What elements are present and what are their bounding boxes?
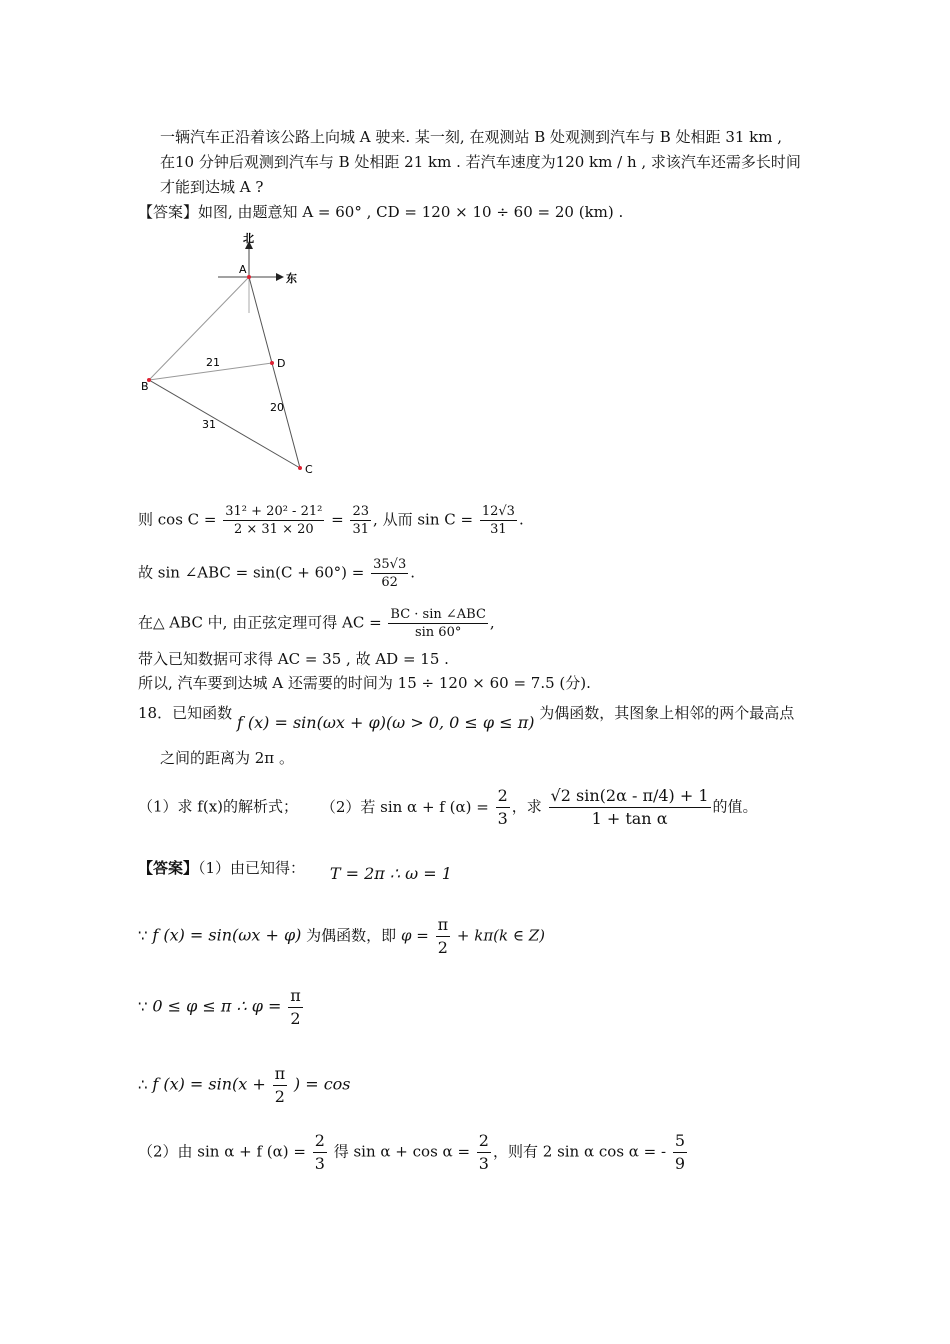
solution18-line1-text: （1）由已知得： xyxy=(198,859,306,877)
part2-mid2: ，则有 2 sin α cos α = - xyxy=(492,1142,667,1161)
fx-result-numerator: π xyxy=(273,1063,288,1086)
phi-value-fraction xyxy=(288,985,303,1030)
sin-denominator: 31 xyxy=(490,522,507,537)
segment-BC xyxy=(149,380,300,468)
law-numerator: BC · sin ∠ABC xyxy=(390,607,486,622)
sinabc-end: . xyxy=(410,563,416,582)
part2-mid: 得 sin α + cos α = xyxy=(333,1142,471,1161)
sinabc-denominator: 62 xyxy=(381,575,398,590)
question-expression-fraction xyxy=(549,785,711,830)
cos-numerator: 31² + 20² - 21² xyxy=(225,504,323,519)
point-A-dot xyxy=(247,275,251,279)
question-fraction xyxy=(496,785,510,830)
phi-range-formula: 0 ≤ φ ≤ π ∴ φ = xyxy=(152,996,282,1016)
sin-numerator: 12√3 xyxy=(481,504,515,519)
length-BD-label: 21 xyxy=(206,356,220,369)
length-BC-label: 31 xyxy=(202,418,216,431)
sinabc-prefix: 故 sin ∠ABC = sin(C + 60°) = xyxy=(138,563,365,582)
problem18-prefix: 18．已知函数 xyxy=(138,704,233,722)
question-part2-mid: ，求 xyxy=(511,797,542,816)
question-expression-denominator: 1 + tan α xyxy=(591,809,668,828)
cos-value-denominator: 31 xyxy=(352,522,370,537)
law-denominator: sin 60° xyxy=(414,625,462,640)
solution17-law-line xyxy=(138,606,495,641)
part2-prefix: （2）由 sin α + f (α) = xyxy=(138,1142,306,1161)
solution17-cos-line xyxy=(138,503,524,538)
problem18-suffix: 为偶函数，其图象上相邻的两个最高点 xyxy=(539,704,795,722)
answer17-intro: 如图, 由题意知 A = 60° , CD = 120 × 10 ÷ 60 = 20 (km) . xyxy=(198,203,624,221)
fx-result-end: ) = cos xyxy=(293,1074,351,1094)
part2-fraction-1 xyxy=(313,1130,327,1175)
segment-AC xyxy=(249,277,300,468)
sinabc-numerator: 35√3 xyxy=(373,557,407,572)
answer18-label: 【答案】 xyxy=(138,859,199,877)
cos-value-fraction xyxy=(350,503,371,538)
length-DC-label: 20 xyxy=(270,401,284,414)
phi-value-denominator: 2 xyxy=(290,1009,301,1028)
north-label: 北 xyxy=(243,232,254,245)
sinabc-fraction xyxy=(371,556,408,591)
solution18-line1 xyxy=(138,857,452,883)
fx-result-fraction xyxy=(273,1063,288,1108)
point-D-dot xyxy=(270,361,274,365)
phi-value-numerator: π xyxy=(288,985,303,1008)
problem18-line1 xyxy=(138,702,795,732)
law-prefix: 在△ ABC 中, 由正弦定理可得 AC = xyxy=(138,613,382,632)
triangle-diagram xyxy=(130,225,330,485)
east-label: 东 xyxy=(286,272,297,285)
question-fraction-numerator: 2 xyxy=(496,785,510,808)
solution18-line2 xyxy=(138,914,545,959)
part2-fraction-2-denominator: 3 xyxy=(478,1154,489,1173)
east-arrow-icon xyxy=(276,273,284,281)
part2-fraction-3 xyxy=(673,1130,687,1175)
question-part2-prefix: （2）若 sin α + f (α) = xyxy=(320,797,489,816)
phi-denominator: 2 xyxy=(437,938,448,957)
solution17-final-line: 所以, 汽车要到达城 A 还需要的时间为 15 ÷ 120 × 60 = 7.5 (分). xyxy=(138,674,591,692)
because-symbol-1: ∵ xyxy=(138,926,148,945)
part2-fraction-2 xyxy=(477,1130,491,1175)
point-D-label: D xyxy=(277,357,286,370)
law-fraction xyxy=(388,606,488,641)
cos-prefix: 则 cos C = xyxy=(138,510,217,529)
phi-numerator: π xyxy=(436,914,451,937)
part2-fraction-3-numerator: 5 xyxy=(673,1130,687,1153)
answer-label: 【答案】 xyxy=(138,203,199,221)
solution18-line2-mid: 为偶函数，即 xyxy=(306,926,397,945)
problem18-question-line xyxy=(138,785,758,830)
question-part1: （1）求 f(x)的解析式； xyxy=(138,797,299,816)
fx-result-denominator: 2 xyxy=(274,1087,285,1106)
question-part2-suffix: 的值。 xyxy=(712,797,758,816)
question-expression-numerator: √2 sin(2α - π/4) + 1 xyxy=(549,785,711,808)
sin-fraction xyxy=(480,503,517,538)
problem17-line1: 一辆汽车正沿着该公路上向城 A 驶来. 某一刻, 在观测站 B 处观测到汽车与 B 处相距 31 km , xyxy=(160,128,783,146)
cos-value-numerator: 23 xyxy=(352,504,370,519)
sin-end: . xyxy=(518,510,524,529)
answer17-intro-line xyxy=(138,201,623,223)
cos-denominator: 2 × 31 × 20 xyxy=(233,522,314,537)
point-C-dot xyxy=(298,466,302,470)
phi-fraction xyxy=(436,914,451,959)
solution18-line3 xyxy=(138,985,305,1030)
solution18-line5 xyxy=(138,1130,689,1175)
phi-equals: φ = xyxy=(400,926,429,945)
part2-fraction-1-numerator: 2 xyxy=(313,1130,327,1153)
problem17-line2: 在10 分钟后观测到汽车与 B 处相距 21 km . 若汽车速度为120 km / h , 求该汽车还需多长时间 xyxy=(160,153,801,171)
problem18-function: f (x) = sin(ωx + φ)(ω > 0, 0 ≤ φ ≤ π) xyxy=(236,713,535,732)
therefore-symbol: ∴ xyxy=(138,1075,148,1094)
point-C-label: C xyxy=(305,463,313,476)
cos-equals: = xyxy=(331,510,344,529)
because-symbol-2: ∵ xyxy=(138,997,148,1016)
solution18-line4 xyxy=(138,1063,351,1108)
solution18-period-formula: T = 2π ∴ ω = 1 xyxy=(329,864,452,883)
solution17-sub-line: 带入已知数据可求得 AC = 35 , 故 AD = 15 . xyxy=(138,650,449,668)
question-fraction-denominator: 3 xyxy=(497,809,508,828)
segment-AB xyxy=(149,277,249,380)
solution18-even-formula: f (x) = sin(ωx + φ) xyxy=(152,925,302,945)
cos-fraction xyxy=(223,503,324,538)
problem17-line3: 才能到达城 A ? xyxy=(160,178,264,196)
law-end: , xyxy=(489,613,495,632)
fx-result-formula: f (x) = sin(x + xyxy=(152,1074,266,1094)
sin-mid: , 从而 sin C = xyxy=(373,510,474,529)
problem18-line2: 之间的距离为 2π 。 xyxy=(160,749,294,767)
point-B-label: B xyxy=(141,380,149,393)
part2-fraction-2-numerator: 2 xyxy=(477,1130,491,1153)
part2-fraction-3-denominator: 9 xyxy=(674,1154,686,1173)
point-A-label: A xyxy=(239,263,247,276)
solution17-sinabc-line xyxy=(138,556,415,591)
part2-fraction-1-denominator: 3 xyxy=(314,1154,325,1173)
phi-general-term: + kπ(k ∈ Z) xyxy=(456,926,546,945)
